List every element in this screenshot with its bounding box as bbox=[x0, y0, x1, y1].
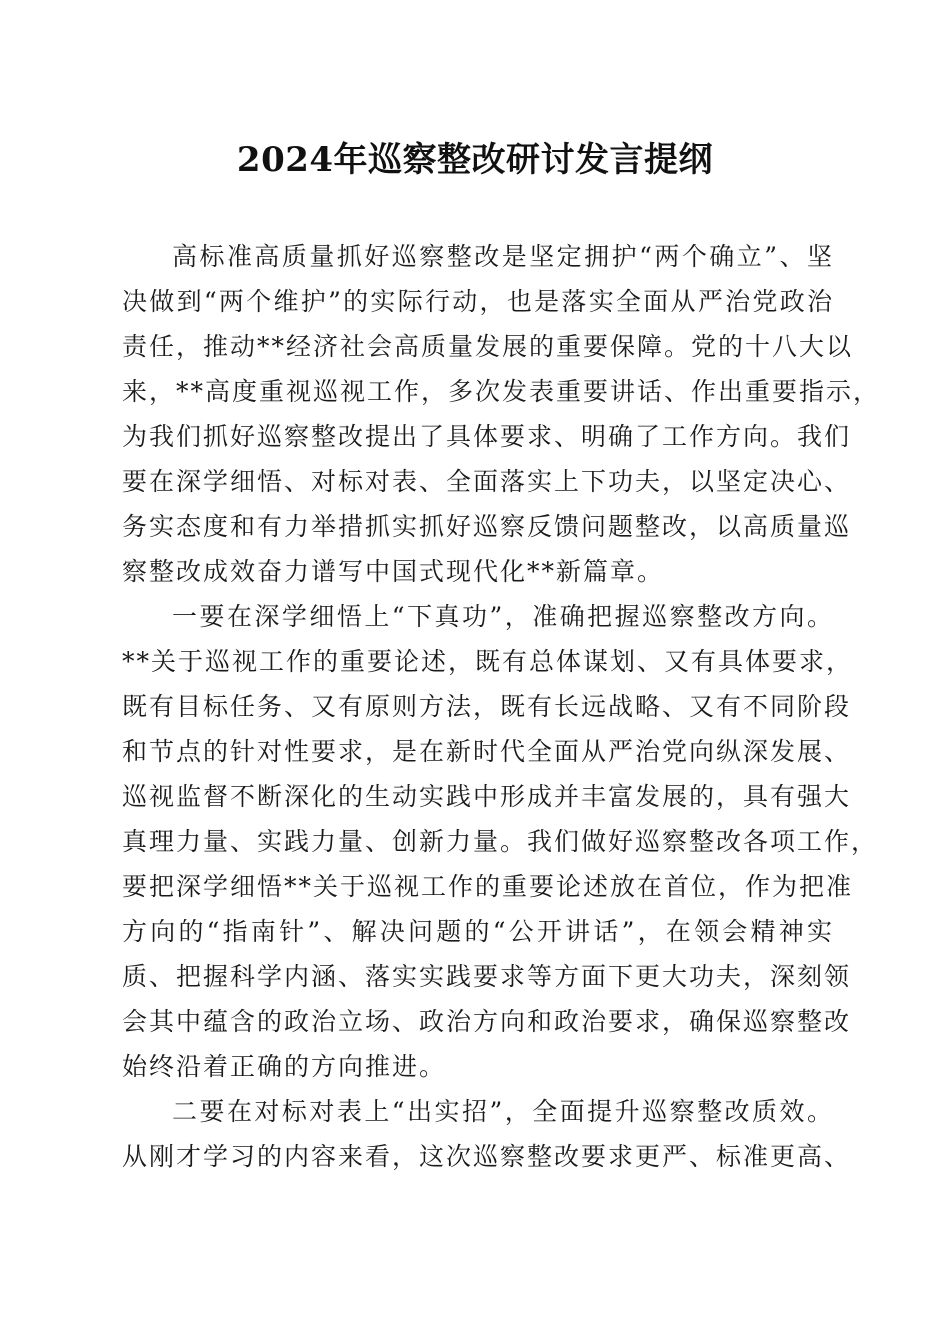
body-line: 为我们抓好巡察整改提出了具体要求、明确了工作方向。我们 bbox=[122, 422, 852, 451]
document-body bbox=[122, 234, 881, 1179]
body-line: 从刚才学习的内容来看，这次巡察整改要求更严、标准更高、 bbox=[122, 1142, 852, 1171]
body-line: 来，**高度重视巡视工作，多次发表重要讲话、作出重要指示， bbox=[122, 377, 881, 406]
body-line: 一要在深学细悟上“下真功”，准确把握巡察整改方向。 bbox=[172, 602, 834, 631]
document-title: 2024年巡察整改研讨发言提纲 bbox=[236, 140, 714, 180]
body-line: 要在深学细悟、对标对表、全面落实上下功夫，以坚定决心、 bbox=[122, 467, 852, 496]
body-line: 要把深学细悟**关于巡视工作的重要论述放在首位，作为把准 bbox=[122, 872, 854, 901]
body-line: 质、把握科学内涵、落实实践要求等方面下更大功夫，深刻领 bbox=[122, 962, 852, 991]
body-line: 二要在对标对表上“出实招”，全面提升巡察整改质效。 bbox=[172, 1097, 834, 1126]
body-line: 始终沿着正确的方向推进。 bbox=[122, 1052, 447, 1081]
body-line: 真理力量、实践力量、创新力量。我们做好巡察整改各项工作， bbox=[122, 827, 879, 856]
body-line: 巡视监督不断深化的生动实践中形成并丰富发展的，具有强大 bbox=[122, 782, 852, 811]
body-line: 方向的“指南针”、解决问题的“公开讲话”，在领会精神实 bbox=[122, 917, 834, 946]
body-line: 会其中蕴含的政治立场、政治方向和政治要求，确保巡察整改 bbox=[122, 1007, 852, 1036]
body-line: 和节点的针对性要求，是在新时代全面从严治党向纵深发展、 bbox=[122, 737, 852, 766]
body-line: 既有目标任务、又有原则方法，既有长远战略、又有不同阶段 bbox=[122, 692, 852, 721]
body-line: **关于巡视工作的重要论述，既有总体谋划、又有具体要求， bbox=[122, 647, 854, 676]
body-line: 察整改成效奋力谱写中国式现代化**新篇章。 bbox=[122, 557, 665, 586]
body-line: 责任，推动**经济社会高质量发展的重要保障。党的十八大以 bbox=[122, 332, 854, 361]
body-line: 务实态度和有力举措抓实抓好巡察反馈问题整改，以高质量巡 bbox=[122, 512, 852, 541]
body-line: 高标准高质量抓好巡察整改是坚定拥护“两个确立”、坚 bbox=[172, 242, 834, 271]
body-line: 决做到“两个维护”的实际行动，也是落实全面从严治党政治 bbox=[122, 287, 834, 316]
